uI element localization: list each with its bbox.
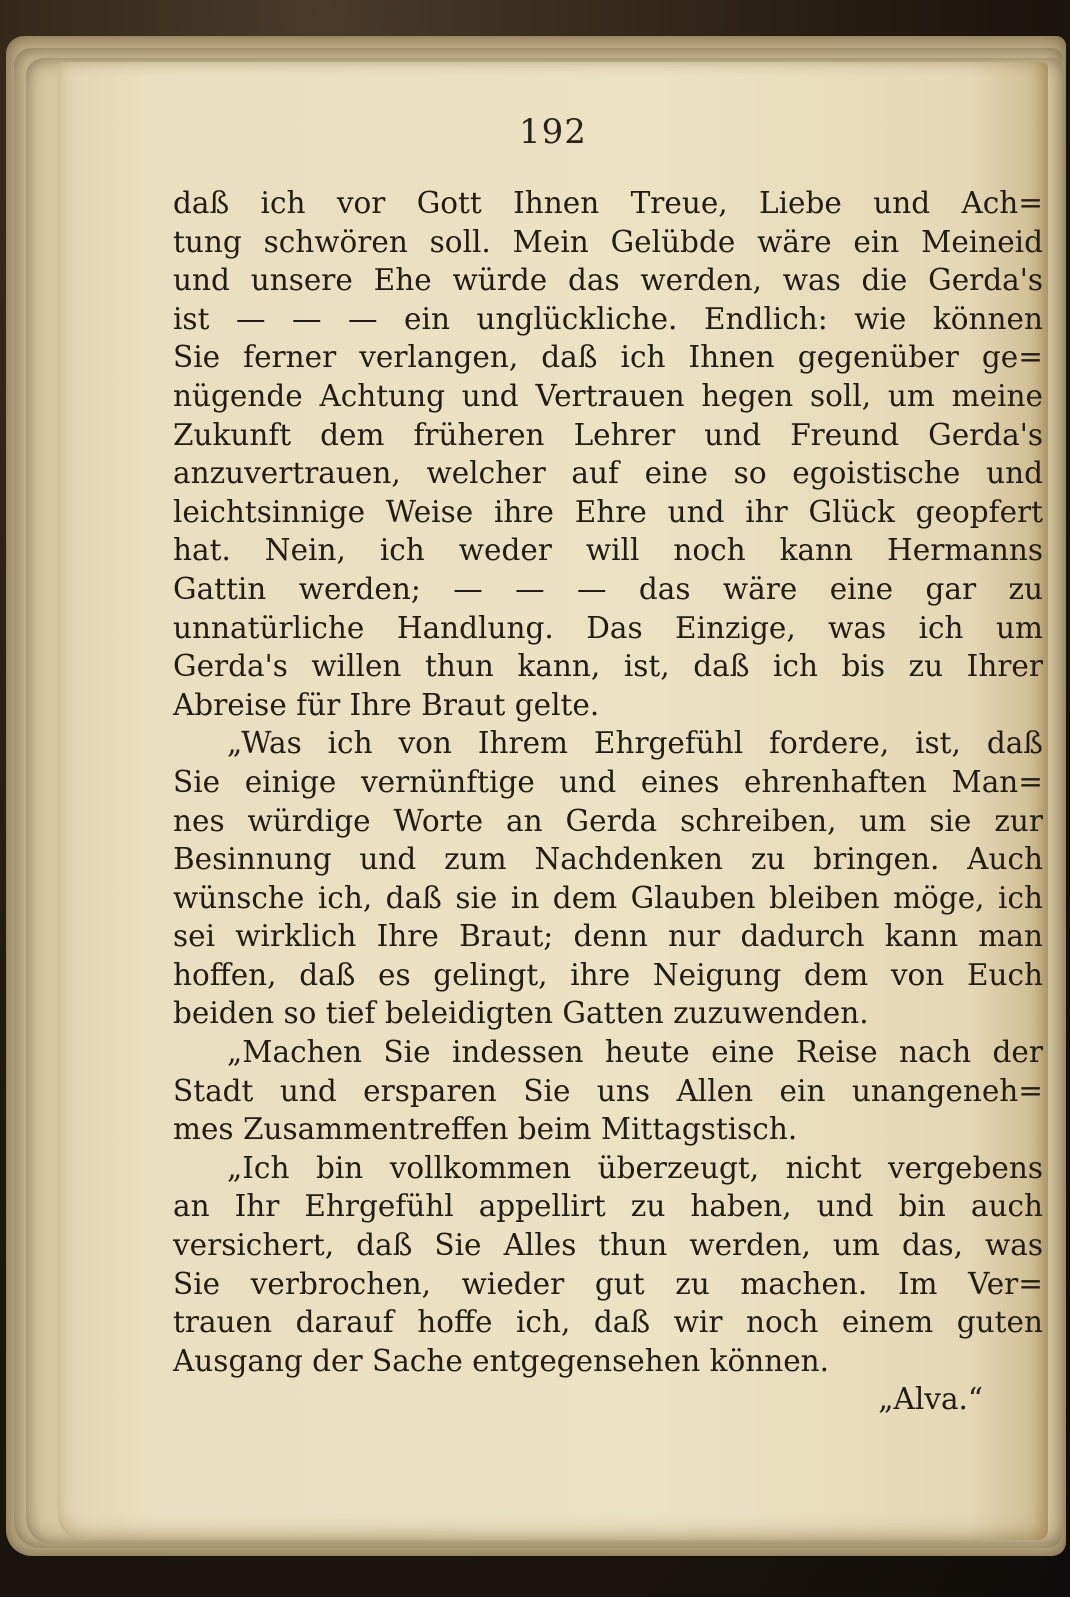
text-line: ist — — — ein unglückliche. Endlich: wie können [173,301,1043,336]
text-line: Abreise für Ihre Braut gelte. [173,687,600,722]
text-line: „Machen Sie indessen heute eine Reise nach der [227,1035,1043,1070]
text-line: daß ich vor Gott Ihnen Treue, Liebe und Ach= [173,186,1043,220]
text-line: mes Zusammentreffen beim Mittagstisch. [173,1112,798,1147]
text-line: sei wirklich Ihre Braut; denn nur dadurch kann man [173,919,1043,954]
text-line: Sie ferner verlangen, daß ich Ihnen gegenüber ge= [173,340,1043,375]
text-line: Gattin werden; — — — das wäre eine gar zu [173,571,1043,606]
paragraph-line [173,1033,1043,1072]
text-line: Sie einige vernünftige und eines ehrenhaften Man= [173,764,1043,799]
paragraph-line [173,1149,1043,1188]
page-text [173,184,1043,1419]
text-line: „Ich bin vollkommen überzeugt, nicht vergebens [227,1150,1043,1185]
text-line: Besinnung und zum Nachdenken zu bringen. Auch [173,842,1043,877]
signature-line: „Alva.“ [878,1382,983,1417]
text-line: „Was ich von Ihrem Ehrgefühl fordere, ist, daß [227,726,1043,761]
text-line: Sie verbrochen, wieder gut zu machen. Im Ver= [173,1266,1043,1301]
text-line: unnatürliche Handlung. Das Einzige, was ich um [173,610,1043,645]
page-number: 192 [519,112,587,152]
text-line: tung schwören soll. Mein Gelübde wäre ein Meineid [173,224,1043,259]
text-line: anzuvertrauen, welcher auf eine so egoistische und [173,456,1043,491]
book-page [58,62,1048,1540]
text-line: und unsere Ehe würde das werden, was die Gerda's [173,263,1043,298]
text-line: beiden so tief beleidigten Gatten zuzuwenden. [173,996,869,1031]
text-line: nes würdige Worte an Gerda schreiben, um sie zur [173,803,1043,838]
text-line: hoffen, daß es gelingt, ihre Neigung dem von Euch [173,957,1043,992]
text-line: trauen darauf hoffe ich, daß wir noch einem guten [173,1305,1043,1340]
text-line: wünsche ich, daß sie in dem Glauben bleiben möge, ich [173,880,1043,915]
text-line: leichtsinnige Weise ihre Ehre und ihr Glück geopfert [173,494,1043,529]
text-line: Zukunft dem früheren Lehrer und Freund Gerda's [173,417,1043,452]
text-line: versichert, daß Sie Alles thun werden, um das, was [173,1228,1043,1263]
paragraph-line [173,724,1043,763]
text-line: hat. Nein, ich weder will noch kann Hermanns [173,533,1043,568]
text-line: an Ihr Ehrgefühl appellirt zu haben, und bin auch [173,1189,1043,1224]
text-line: Gerda's willen thun kann, ist, daß ich bis zu Ihrer [173,649,1043,684]
text-line: nügende Achtung und Vertrauen hegen soll, um meine [173,378,1043,413]
text-line: Ausgang der Sache entgegensehen können. [173,1343,830,1378]
text-line: Stadt und ersparen Sie uns Allen ein unangeneh= [173,1073,1043,1108]
